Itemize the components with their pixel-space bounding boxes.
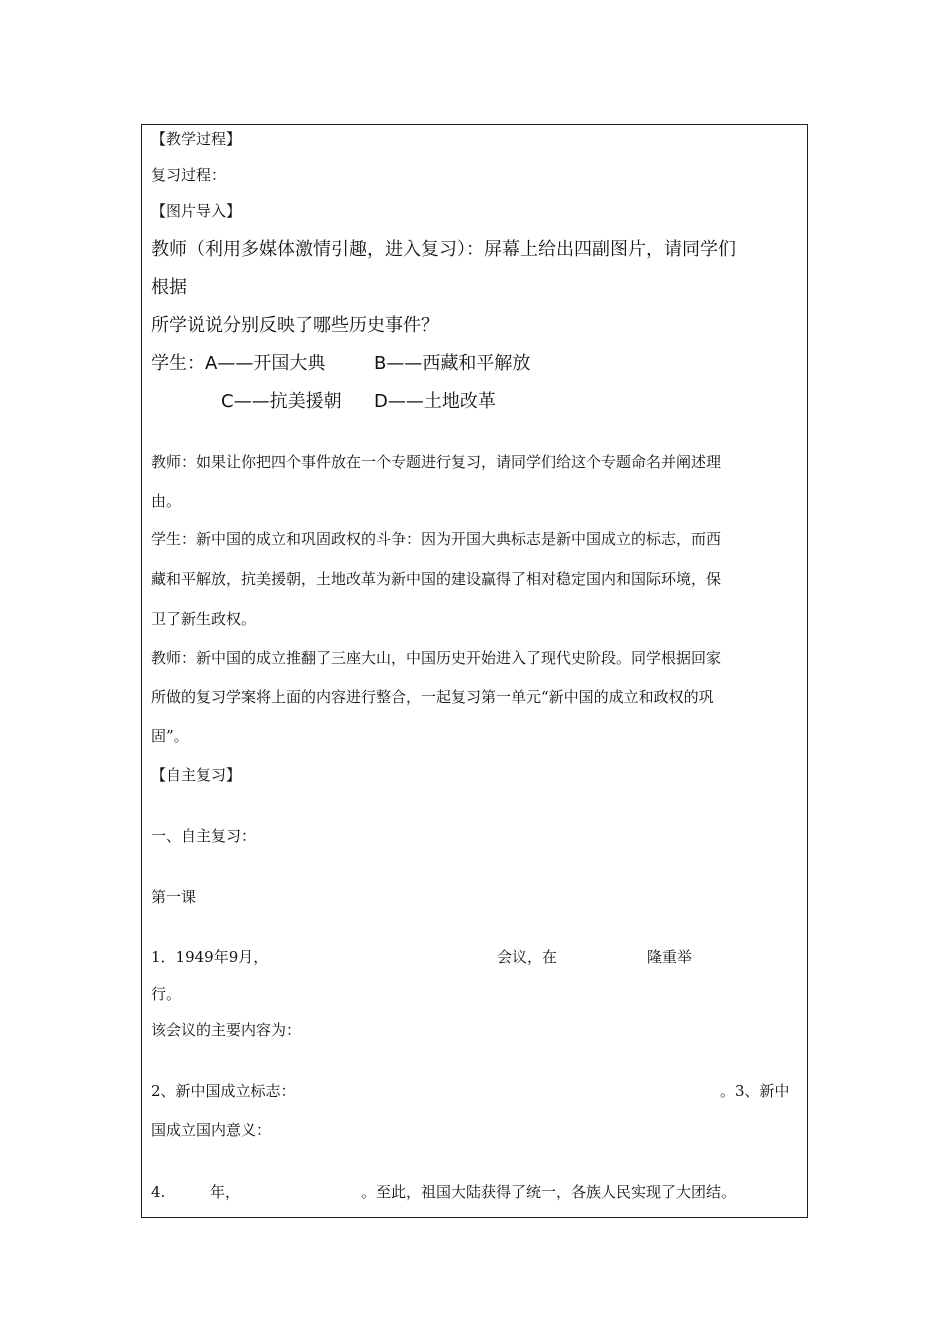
heading-teaching-process: 【教学过程】: [151, 130, 242, 148]
teacher-prompt-line-3: 所学说说分别反映了哪些历史事件？: [151, 315, 439, 336]
heading-self-review: 【自主复习】: [151, 766, 242, 784]
teacher-question-line-1: 教师：如果让你把四个事件放在一个专题进行复习，请同学们给这个专题命名并阐述理: [151, 453, 722, 471]
question-2-part-2: 。3、新中: [720, 1082, 790, 1100]
question-1-part-3: 隆重举: [647, 948, 693, 966]
review-process-label: 复习过程：: [151, 166, 227, 184]
question-4-part-3: 。至此，祖国大陆获得了统一，各族人民实现了大团结。: [361, 1183, 737, 1201]
teacher-question-line-2: 由。: [151, 492, 182, 510]
teacher-summary-line-1: 教师：新中国的成立推翻了三座大山，中国历史开始进入了现代史阶段。同学根据回家: [151, 649, 722, 667]
lesson-content-box: [141, 124, 808, 1218]
question-4-part-1: 4.: [151, 1183, 166, 1201]
student-reply-line-3: 卫了新生政权。: [151, 610, 257, 628]
question-1-part-2: 会议，在: [497, 948, 558, 966]
self-review-label: 一、自主复习：: [151, 827, 257, 845]
question-1-part-1: 1．1949年9月，: [151, 948, 269, 966]
student-answer-b: B——西藏和平解放: [374, 353, 531, 374]
question-1-part-4: 行。: [151, 985, 182, 1003]
question-2-part-1: 2、新中国成立标志：: [151, 1082, 296, 1100]
teacher-prompt-line-2: 根据: [151, 277, 187, 298]
student-reply-line-1: 学生：新中国的成立和巩固政权的斗争：因为开国大典标志是新中国成立的标志，而西: [151, 530, 722, 548]
student-answer-c: C——抗美援朝: [221, 391, 342, 412]
question-3-part: 国成立国内意义：: [151, 1121, 272, 1139]
lesson-one-label: 第一课: [151, 888, 197, 906]
student-answer-a: 学生：A——开国大典: [151, 353, 326, 374]
teacher-summary-line-2: 所做的复习学案将上面的内容进行整合，一起复习第一单元“新中国的成立和政权的巩: [151, 688, 714, 706]
teacher-summary-line-3: 固”。: [151, 727, 189, 745]
question-4-part-2: 年，: [210, 1183, 241, 1201]
question-1-content: 该会议的主要内容为：: [151, 1021, 302, 1039]
student-answer-d: D——土地改革: [374, 391, 496, 412]
teacher-prompt-line-1: 教师（利用多媒体激情引趣，进入复习）：屏幕上给出四副图片，请同学们: [151, 239, 736, 260]
student-reply-line-2: 藏和平解放，抗美援朝，土地改革为新中国的建设赢得了相对稳定国内和国际环境，保: [151, 570, 722, 588]
heading-image-intro: 【图片导入】: [151, 202, 242, 220]
